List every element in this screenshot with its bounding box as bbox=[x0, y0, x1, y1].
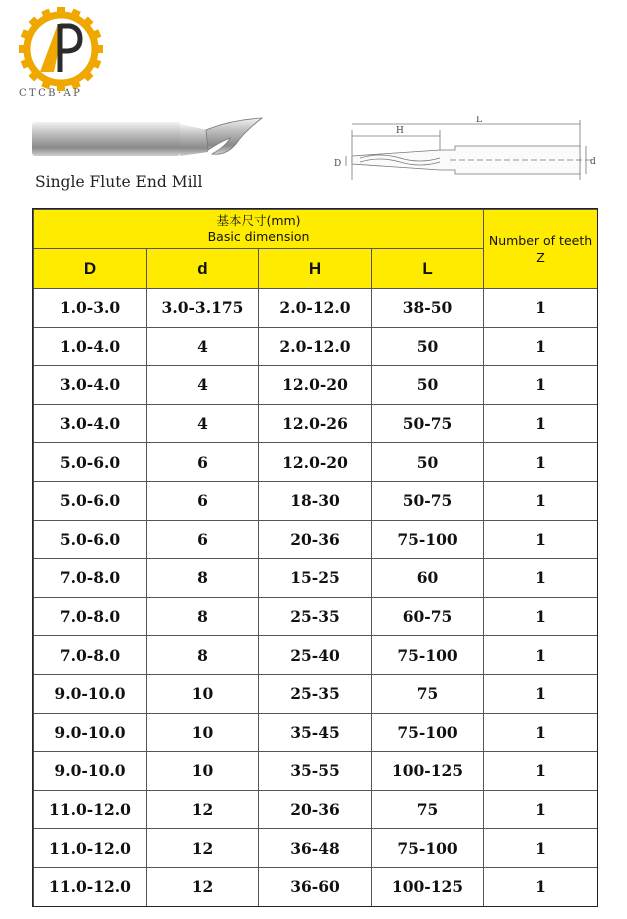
cell-D: 9.0-10.0 bbox=[34, 752, 147, 791]
cell-d: 6 bbox=[147, 520, 259, 559]
cell-H: 18-30 bbox=[259, 481, 372, 520]
cell-d: 12 bbox=[147, 790, 259, 829]
cell-d: 10 bbox=[147, 713, 259, 752]
table-row bbox=[34, 559, 598, 598]
cell-L: 75-100 bbox=[372, 713, 484, 752]
cell-L: 75 bbox=[372, 790, 484, 829]
cell-Z: 1 bbox=[484, 867, 598, 906]
cell-d: 8 bbox=[147, 636, 259, 675]
table-row bbox=[34, 443, 598, 482]
logo-text: CTCB·AP bbox=[19, 88, 83, 99]
cell-H: 2.0-12.0 bbox=[259, 289, 372, 328]
cell-H: 35-55 bbox=[259, 752, 372, 791]
table-row bbox=[34, 790, 598, 829]
cell-d: 8 bbox=[147, 597, 259, 636]
cell-Z: 1 bbox=[484, 829, 598, 868]
table-row bbox=[34, 481, 598, 520]
cell-D: 1.0-3.0 bbox=[34, 289, 147, 328]
cell-d: 6 bbox=[147, 481, 259, 520]
cell-Z: 1 bbox=[484, 327, 598, 366]
cell-D: 3.0-4.0 bbox=[34, 366, 147, 405]
table-row bbox=[34, 636, 598, 675]
cell-D: 3.0-4.0 bbox=[34, 404, 147, 443]
cell-H: 20-36 bbox=[259, 520, 372, 559]
cell-H: 12.0-26 bbox=[259, 404, 372, 443]
cell-D: 11.0-12.0 bbox=[34, 867, 147, 906]
cell-L: 50 bbox=[372, 327, 484, 366]
cell-Z: 1 bbox=[484, 752, 598, 791]
table-row bbox=[34, 752, 598, 791]
cell-L: 75-100 bbox=[372, 520, 484, 559]
header-group-en: Basic dimension bbox=[207, 229, 310, 244]
cell-d: 3.0-3.175 bbox=[147, 289, 259, 328]
cell-Z: 1 bbox=[484, 404, 598, 443]
product-caption: Single Flute End Mill bbox=[35, 173, 203, 191]
logo-monogram bbox=[40, 24, 80, 72]
gear-tooth bbox=[93, 45, 103, 53]
cell-L: 75-100 bbox=[372, 636, 484, 675]
table-row bbox=[34, 829, 598, 868]
cell-L: 100-125 bbox=[372, 752, 484, 791]
cell-Z: 1 bbox=[484, 520, 598, 559]
diagram-label-h: H bbox=[396, 126, 404, 136]
table-row bbox=[34, 597, 598, 636]
cell-D: 7.0-8.0 bbox=[34, 597, 147, 636]
table-row bbox=[34, 327, 598, 366]
cell-L: 60 bbox=[372, 559, 484, 598]
dimension-diagram bbox=[330, 116, 600, 196]
cell-H: 2.0-12.0 bbox=[259, 327, 372, 366]
cell-Z: 1 bbox=[484, 713, 598, 752]
cell-H: 35-45 bbox=[259, 713, 372, 752]
end-mill-photo bbox=[30, 112, 270, 178]
cell-d: 10 bbox=[147, 674, 259, 713]
cell-L: 50-75 bbox=[372, 404, 484, 443]
table-row bbox=[34, 674, 598, 713]
cell-H: 36-60 bbox=[259, 867, 372, 906]
table-row bbox=[34, 520, 598, 559]
cell-H: 12.0-20 bbox=[259, 366, 372, 405]
cell-L: 50 bbox=[372, 443, 484, 482]
table-row bbox=[34, 404, 598, 443]
cell-Z: 1 bbox=[484, 636, 598, 675]
cell-Z: 1 bbox=[484, 597, 598, 636]
cell-D: 5.0-6.0 bbox=[34, 481, 147, 520]
cell-D: 5.0-6.0 bbox=[34, 520, 147, 559]
spec-table bbox=[33, 209, 598, 907]
header-group-cn: 基本尺寸(mm) bbox=[216, 213, 301, 228]
diagram-label-d-shank: d bbox=[590, 157, 596, 167]
cell-Z: 1 bbox=[484, 289, 598, 328]
cell-L: 50-75 bbox=[372, 481, 484, 520]
cell-L: 60-75 bbox=[372, 597, 484, 636]
cell-L: 75 bbox=[372, 674, 484, 713]
cell-Z: 1 bbox=[484, 674, 598, 713]
cell-L: 50 bbox=[372, 366, 484, 405]
cell-D: 11.0-12.0 bbox=[34, 829, 147, 868]
cell-L: 38-50 bbox=[372, 289, 484, 328]
diagram-label-l: L bbox=[476, 116, 482, 125]
cell-d: 4 bbox=[147, 366, 259, 405]
header-teeth-label: Number of teeth bbox=[488, 233, 593, 248]
header-basic-dimension bbox=[34, 210, 484, 249]
cell-D: 7.0-8.0 bbox=[34, 559, 147, 598]
gear-tooth bbox=[19, 45, 29, 53]
cell-d: 4 bbox=[147, 404, 259, 443]
cell-Z: 1 bbox=[484, 559, 598, 598]
cell-Z: 1 bbox=[484, 790, 598, 829]
header-number-of-teeth bbox=[484, 210, 598, 289]
cell-H: 15-25 bbox=[259, 559, 372, 598]
cell-H: 36-48 bbox=[259, 829, 372, 868]
column-header-D: D bbox=[34, 249, 147, 289]
cell-L: 100-125 bbox=[372, 867, 484, 906]
cell-d: 10 bbox=[147, 752, 259, 791]
cell-d: 4 bbox=[147, 327, 259, 366]
company-logo bbox=[18, 6, 104, 92]
cell-D: 5.0-6.0 bbox=[34, 443, 147, 482]
cell-d: 12 bbox=[147, 829, 259, 868]
cell-Z: 1 bbox=[484, 443, 598, 482]
table-row bbox=[34, 867, 598, 906]
cell-d: 6 bbox=[147, 443, 259, 482]
cell-Z: 1 bbox=[484, 481, 598, 520]
cell-D: 1.0-4.0 bbox=[34, 327, 147, 366]
cell-D: 9.0-10.0 bbox=[34, 674, 147, 713]
gear-tooth bbox=[57, 7, 65, 17]
cell-H: 20-36 bbox=[259, 790, 372, 829]
cell-Z: 1 bbox=[484, 366, 598, 405]
column-header-d: d bbox=[147, 249, 259, 289]
cell-D: 11.0-12.0 bbox=[34, 790, 147, 829]
cell-L: 75-100 bbox=[372, 829, 484, 868]
header-teeth-symbol: Z bbox=[536, 250, 545, 265]
cell-H: 25-40 bbox=[259, 636, 372, 675]
cell-D: 7.0-8.0 bbox=[34, 636, 147, 675]
table-row bbox=[34, 289, 598, 328]
cell-d: 12 bbox=[147, 867, 259, 906]
column-header-L: L bbox=[372, 249, 484, 289]
cell-H: 12.0-20 bbox=[259, 443, 372, 482]
cell-H: 25-35 bbox=[259, 674, 372, 713]
cell-D: 9.0-10.0 bbox=[34, 713, 147, 752]
cell-H: 25-35 bbox=[259, 597, 372, 636]
table-row bbox=[34, 713, 598, 752]
column-header-H: H bbox=[259, 249, 372, 289]
cell-d: 8 bbox=[147, 559, 259, 598]
table-row bbox=[34, 366, 598, 405]
diagram-label-d-cut: D bbox=[334, 159, 342, 169]
